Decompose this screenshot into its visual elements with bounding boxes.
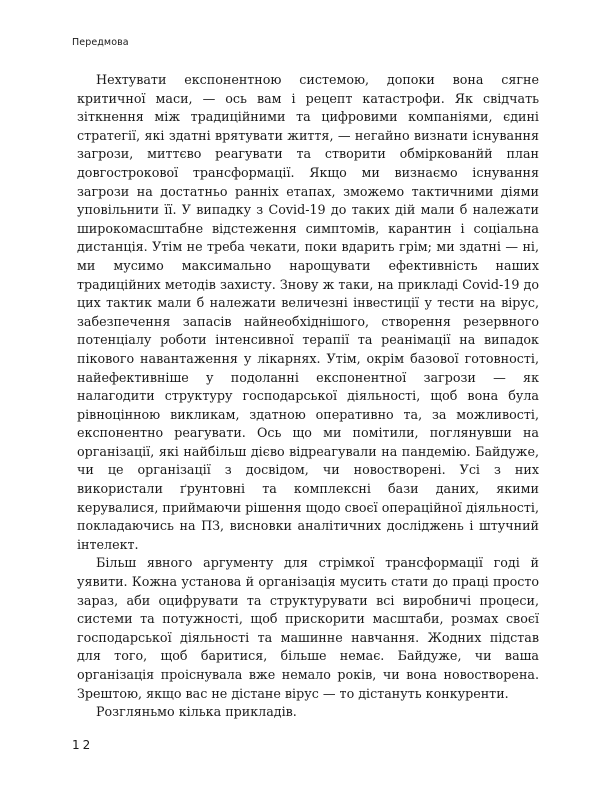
paragraph: Нехтувати експонентною системою, допоки вона сягне критичної маси, — ось вам і рецепт катастрофи. Як свідчать зіткнення між традиційними та цифровими компаніями, єдині стратегії, які здатні врятувати життя, — негайно визнати існування загрози, миттєво реагувати та створити обміркованйй план довгострокової трансформації. Якщо ми визнаємо існування загрози на достатньо ранніх етапах, зможемо тактичними діями уповільнити її. У випадку з Covid-19 до таких дій мали б належати широкомасштабне відстеження симптомів, карантин і соціальна дистанція. Утім не треба чекати, поки вдарить грім; ми здатні — ні, ми мусимо максимально нарощувати ефективність наших традиційних методів захисту. Знову ж таки, на прикладі Covid-19 до цих тактик мали б належати величезні інвестиції у тести на вірус, забезпечення запасів найнеобхіднішого, створення резервного потенціалу роботи інтенсивної терапії та реанімації на випадок пікового навантаження у лікарнях. Утім, окрім базової готовності, найефективніше у подоланні експонентної загрози — як налагодити структуру господарської діяльності, щоб вона була рівноцінною викликам, здатною оперативно та, за можливості, експонентно реагувати. Ось що ми помітили, поглянувши на організації, які найбільш дієво відреагували на пандемію. Байдуже, чи це організації з досвідом, чи новостворені. Усі з них використали ґрунтовні та комплексні бази даних, якими керувалися, приймаючи рішення щодо своєї операційної діяльності, покладаючись на ПЗ, висновки аналітичних досліджень і штучний інтелект. [77, 72, 540, 552]
running-header-title: Передмова [72, 37, 129, 48]
page-number: 12 [72, 738, 94, 752]
paragraph: Розгляньмо кілька прикладів. [96, 704, 297, 720]
paragraph: Більш явного аргументу для стрімкої трансформації годі й уявити. Кожна установа й організація мусить стати до праці просто зараз, аби оцифрувати та структурувати всі виробничі процеси, системи та потужності, щоб прискорити масштаби, розмах своєї господарської діяльності та машинне навчання. Жодних підстав для того, щоб баритися, більше немає. Байдуже, чи ваша організація проіснувала вже немало років, чи вона новостворена. Зрештою, якщо вас не дістане вірус — то дістануть конкуренти. [77, 555, 539, 701]
body-text [77, 71, 539, 722]
